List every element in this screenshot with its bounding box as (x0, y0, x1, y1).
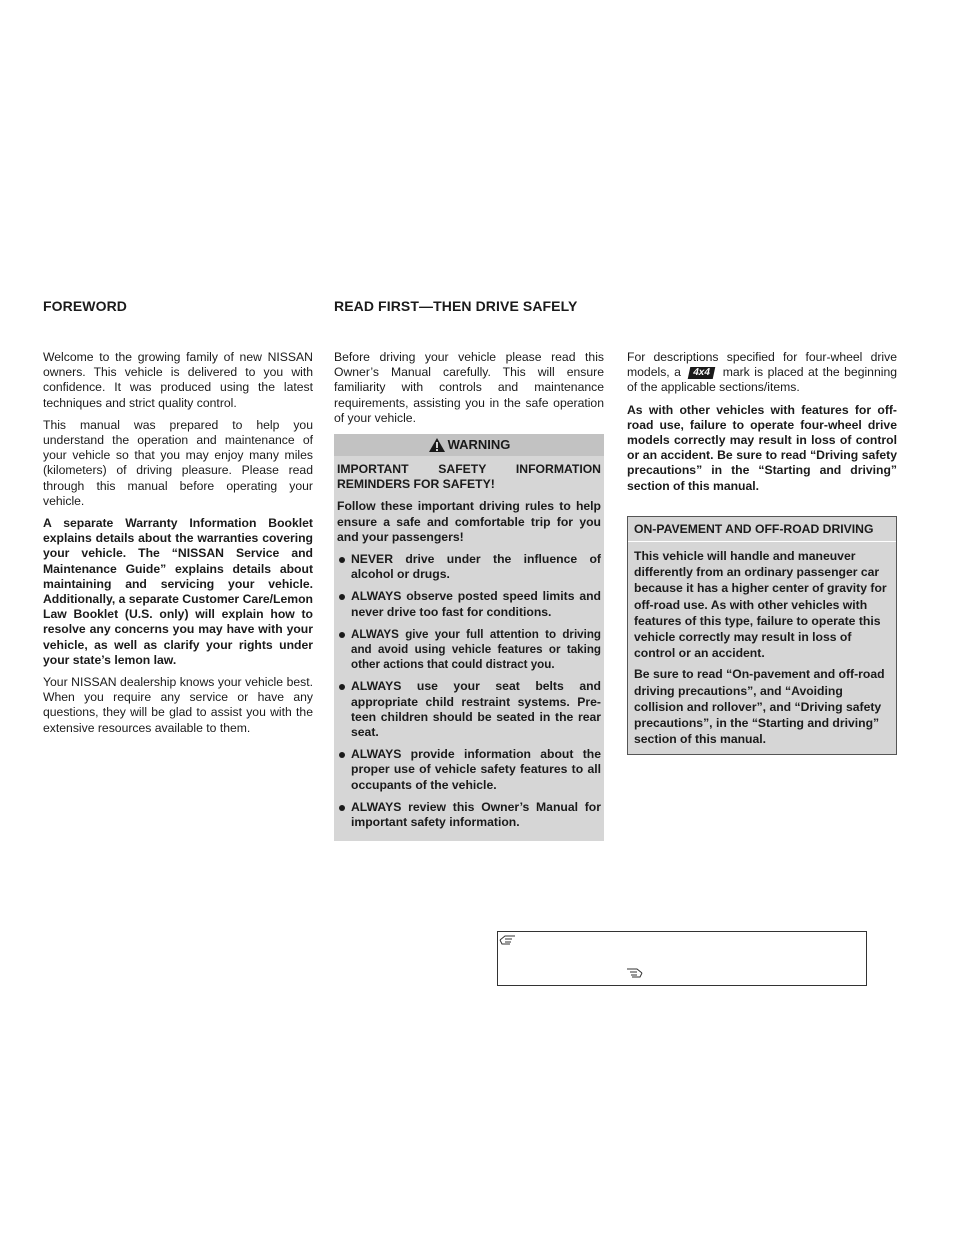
read-first-intro: Before driving your vehicle please read this Owner’s Manual carefully. This will ensure familiarity with controls and maintenance requirements, assisting you in the safe operation of your vehicle. (334, 350, 604, 425)
warning-triangle-icon (428, 437, 446, 453)
road-box-paragraph: Be sure to read “On-pavement and off-road driving precautions”, and “Avoiding collision and rollover”, and “Driving safety precautions”, in the “Starting and driving” section of this manual. (634, 667, 885, 747)
warning-subtitle: IMPORTANT SAFETY INFORMATION REMINDERS FOR SAFETY! (337, 462, 601, 492)
road-box-title: ON-PAVEMENT AND OFF-ROAD DRIVING (628, 521, 896, 542)
warning-rule-item: ALWAYS use your seat belts and appropriate child restraint systems. Pre-teen children should be seated in the rear seat. (337, 679, 601, 740)
warning-rule-item: NEVER drive under the influence of alcohol or drugs. (337, 552, 601, 582)
warning-rule-item: ALWAYS give your full attention to driving and avoid using vehicle features or taking other actions that could distract you. (337, 627, 601, 673)
reference-box (497, 931, 867, 986)
four-wheel-drive-text-before: For descriptions specified for four-wheel drive models, a (627, 350, 897, 380)
four-wheel-drive-column (627, 350, 897, 755)
warning-lead: Follow these important driving rules to help ensure a safe and comfortable trip for you and your passengers! (337, 499, 601, 544)
warning-rule-item: ALWAYS provide information about the proper use of vehicle safety features to all occupants of the vehicle. (337, 747, 601, 793)
warning-box (334, 434, 604, 841)
warning-rule-list (337, 552, 601, 830)
read-first-heading: READ FIRST—THEN DRIVE SAFELY (334, 298, 578, 314)
foreword-heading: FOREWORD (43, 298, 128, 314)
manual-purpose-paragraph: This manual was prepared to help you understand the operation and maintenance of your vehicle so that you may enjoy many miles (kilometers) of driving pleasure. Please read through this manual before operating your vehicle. (43, 417, 313, 508)
four-by-four-badge-icon: 4x4 (688, 367, 715, 379)
warranty-paragraph: A separate Warranty Information Booklet explains details about the warranties covering your vehicle. The “NISSAN Service and Maintenance Guide” explains details about maintaining and servicing your vehicle. Additionally, a separate Customer Care/Lemon Law Booklet (U.S. only) will explain how to resolve any concerns you may have with your vehicle, as well as clarify your rights under your state’s lemon law. (43, 516, 313, 667)
pointing-hand-icon (625, 967, 643, 979)
off-road-caution-paragraph: As with other vehicles with features for off-road use, failure to operate four-wheel drive models correctly may result in loss of control or an accident. Be sure to read “Driving safety precautions” in the “Starting and driving” section of this manual. (627, 402, 897, 493)
four-wheel-drive-text-after: mark is placed at the beginning of the applicable sections/items. (627, 365, 897, 395)
four-wheel-drive-description (627, 350, 897, 396)
warning-title-bar (334, 434, 604, 456)
warning-rule-item: ALWAYS review this Owner’s Manual for important safety information. (337, 800, 601, 830)
on-pavement-off-road-box (627, 516, 897, 756)
dealership-paragraph: Your NISSAN dealership knows your vehicle best. When you require any service or have any questions, they will be glad to assist you with the extensive resources available to them. (43, 675, 313, 735)
pointing-hand-icon (499, 934, 517, 946)
foreword-column (43, 350, 313, 743)
welcome-paragraph: Welcome to the growing family of new NISSAN owners. This vehicle is delivered to you with confidence. It was produced using the latest techniques and strict quality control. (43, 350, 313, 410)
warning-title: WARNING (447, 437, 511, 453)
road-box-paragraph: This vehicle will handle and maneuver differently from an ordinary passenger car because it has a higher center of gravity for off-road use. As with other vehicles with features of this type, failure to operate this vehicle correctly may result in loss of control or an accident. (634, 549, 887, 661)
read-first-column (334, 350, 604, 841)
warning-rule-item: ALWAYS observe posted speed limits and never drive too fast for conditions. (337, 589, 601, 619)
